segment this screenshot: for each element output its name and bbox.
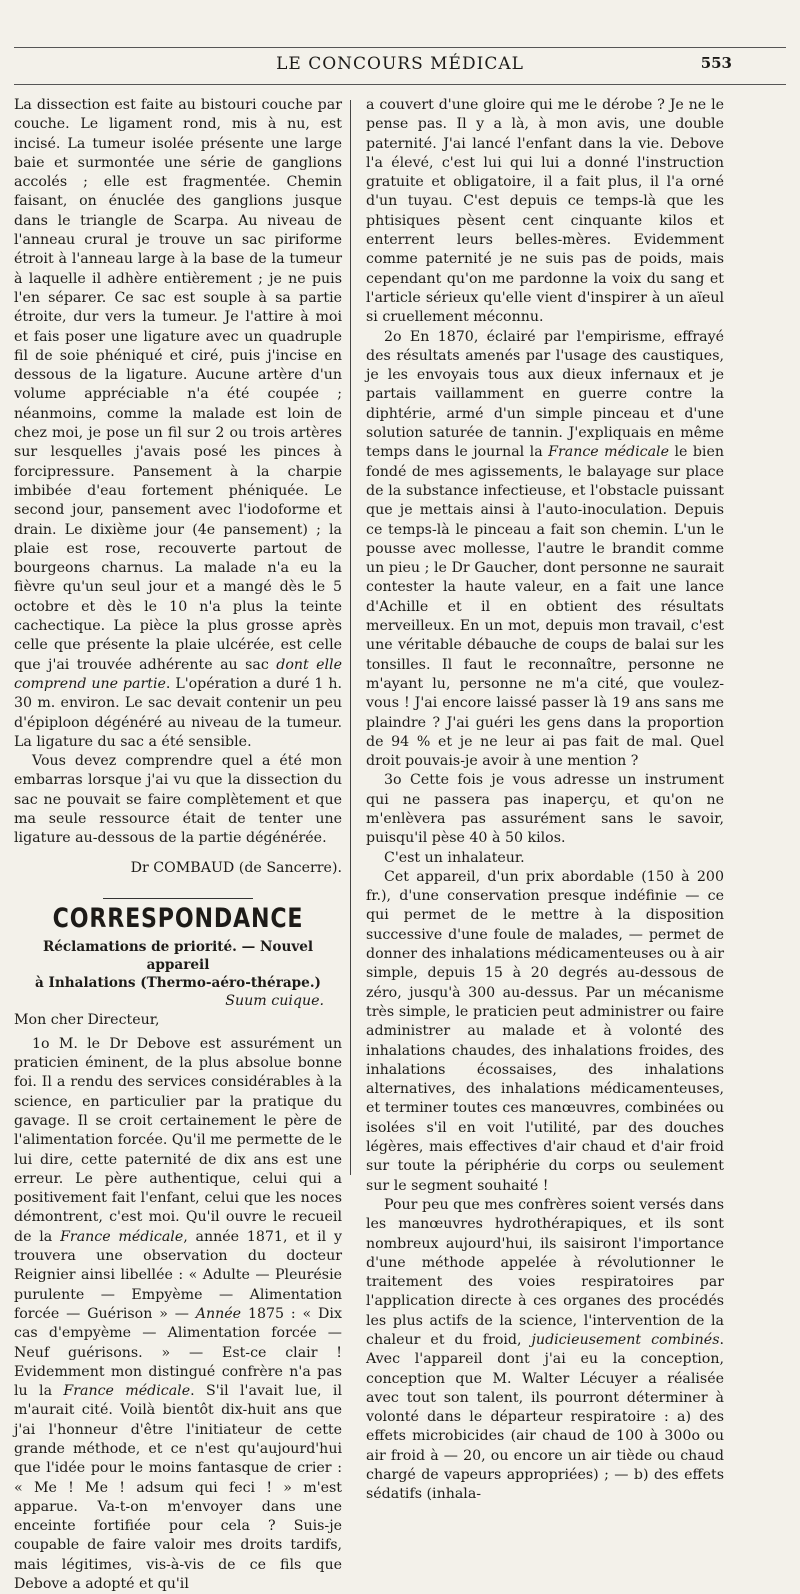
subheading-line-2: à Inhalations (Thermo-aéro-thérape.) [35,975,321,992]
header-rule [14,84,786,85]
right-column [366,96,724,1505]
text-run: le bien fondé de mes agissements, le balayage sur place de la substance infectieuse, et l'obstacle puissant que je mettais ainsi à l'auto-inoculation. Depuis ce temps-là le pinceau a fait son chemin. L'un le pousse avec mollesse, l'autre le brandit comme un pieu ; le Dr Gaucher, dont personne ne saurait contester la haute valeur, en a fait une lance d'Achille et il en obtient des résultats merveilleux. En un mot, depuis mon travail, c'est une véritable débauche de coups de balai sur les tonsilles. Il faut le reconnaître, personne ne m'ayant lu, personne ne m'a cité, que voulez-vous ! J'ai encore laissé passer là 19 ans sans me plaindre ? J'ai guéri les gens dans la proportion de 94 % et je ne leur ai pas fait de mal. Quel droit pouvais-je avoir à une mention ? [366,444,725,770]
section-separator [103,898,253,899]
text-run: . L'opération a duré 1 h. 30 m. environ. Le sac devait contenir un peu d'épiploon dégénéré au niveau de la tumeur. La ligature du sac a été sensible. [14,675,342,750]
text-run: 2o En 1870, éclairé par l'empirisme, effrayé des résultats amenés par l'usage des caustiques, je les envoyais tous aux dieux infernaux et je partais vaillamment en guerre contre la diphtérie, armé d'un simple pinceau et d'une solution saturée de tannin. J'expliquais en même temps dans le journal la [366,328,724,461]
page-number: 553 [700,54,732,72]
text-run: La dissection est faite au bistouri couche par couche. Le ligament rond, mis à nu, est incisé. La tumeur isolée présente une large baie et surmontée une série de ganglions accolés ; elle est fragmentée. Chemin faisant, on énuclée des ganglions jusque dans le triangle de Scarpa. Au niveau de l'anneau crural je trouve un sac piriforme étroit à l'anneau large à la base de la tumeur à laquelle il adhère entièrement ; je ne puis l'en séparer. Ce sac est souple à sa partie étroite, dur vers la tumeur. Je l'attire à moi et fais poser une ligature avec un quadruple fil de soie phéniqué et ciré, puis j'incise en dessous de la ligature. Aucune artère d'un volume appréciable n'a été coupée ; néanmoins, comme la malade est loin de chez moi, je pose un fil sur 2 ou trois artères sur lesquelles j'avais posé les pinces à forcipressure. Pansement à la charpie imbibée d'eau fortement phéniquée. Le second jour, pansement avec l'iodoforme et drain. Le dixième jour (4e pansement) ; la plaie est rose, recouverte partout de bourgeons charnus. La malade n'a eu la fièvre qu'un seul jour et a mangé dès le 5 octobre et dès le 10 n'a plus la teinte cachectique. La pièce la plus grosse après celle que présente la plaie ulcérée, est celle que j'ai trouvée adhérente au sac [14,97,342,673]
text-run: 1o M. le Dr Debove est assurément un praticien éminent, de la plus absolue bonne foi. Il a rendu des services considérables à la science, en particulier par la pratique du gavage. Il se croit certainement le père de l'alimentation forcée. Qu'il me permette de le lui dire, cette paternité de dix ans est une erreur. Le père authentique, celui qui a positivement fait l'enfant, celui que les noces démontrent, c'est moi. Qu'il ouvre le recueil de la [14,1035,342,1245]
section-heading: CORRESPONDANCE [52,902,304,934]
column-divider [350,100,351,1175]
italic-run: France médicale [63,1383,191,1400]
text-run: 1875 : « Dix cas d'empyème — Alimentation forcée — Neuf guérisons. » — Est-ce clair ! Evidemment mon distingué confrère n'a pas lu la [14,1305,342,1400]
salutation: Mon cher Directeur, [14,1012,160,1029]
text-run: . S'il l'avait lue, il m'aurait cité. Voilà bientôt dix-huit ans que j'ai l'honneur d'être l'initiateur de cette grande méthode, et ce n'est qu'aujourd'hui que l'idée pour le moins fantasque de crier : « Me ! Me ! adsum qui feci ! » m'est apparue. Va-t-on m'envoyer dans une enceinte fortifiée pour cela ? Suis-je coupable de faire valoir mes droits tardifs, mais légitimes, vis-à-vis de ce fils que Debove a adopté et qu'il [14,1383,342,1593]
italic-run: Année [195,1305,242,1322]
instrument-paragraph: 3o Cette fois je vous adresse un instrument qui ne passera pas inaperçu, et qu'on ne m'enlèvera pas assurément sans le savoir, puisqu'il pèse 40 à 50 kilos. [366,772,724,847]
italic-run: dont elle comprend une partie [14,656,342,692]
journal-title: LE CONCOURS MÉDICAL [276,54,524,74]
paternity-paragraph: a couvert d'une gloire qui me le dérobe ? Je ne le pense pas. Il y a là, à mon avis, une double paternité. J'ai lancé l'enfant dans la vie. Debove l'a élevé, c'est lui qui lui a donné l'instruction gratuite et obligatoire, il a fait plus, il l'a orné d'un tuyau. C'est depuis ce temps-là que les phtisiques pèsent cent cinquante kilos et enterrent leurs belles-mères. Evidemment comme paternité je ne suis pas de poids, mais cependant qu'on me pardonne la voix du sang et l'article sérieux qu'elle vient d'inspirer à un aïeul si cruellement méconnu. [366,97,724,326]
subheading-line-1: Réclamations de priorité. — Nouvel appareil [42,939,314,974]
motto: Suum cuique. [225,993,324,1010]
italic-run: judicieusement combinés [531,1332,720,1348]
method-paragraph [366,1196,724,1505]
debove-paragraph [14,1035,342,1594]
embarrass-paragraph: Vous devez comprendre quel a été mon embarras lorsque j'ai vu que la dissection du sac ne pouvait se faire complètement et que ma seule ressource était de tenter une ligature au-dessous de la partie dégénérée. [14,753,342,847]
page-header [0,46,800,78]
text-run: , année 1871, et il y trouvera une observation du docteur Reignier ainsi libellée : « Adulte — Pleurésie purulente — Empyème — Alimentation forcée — Guérison » — [14,1228,343,1322]
text-run: . Avec l'appareil dont j'ai eu la conception, conception que M. Walter Lécuyer a réalisée avec tout son talent, ils pourront déterminer à volonté dans le départeur respiratoire : a) des effets microbicides (air chaud de 100 à 300o ou air froid à — 20, ou encore un air tiède ou chaud chargé de vapeurs appropriées) ; — b) des effets sédatifs (inhala- [366,1332,724,1503]
surgery-paragraph [14,96,342,752]
text-run: Pour peu que mes confrères soient versés dans les manœuvres hydrothérapiques, et ils sont nombreux aujourd'hui, ils saisiront l'importance d'une méthode appelée à révolutionner le traitement des voies respiratoires par l'application directe à ces organes des procédés les plus actifs de la science, l'intervention de la chaleur et du froid, [366,1196,724,1348]
italic-run: France médicale [60,1228,184,1245]
signature: Dr COMBAUD (de Sancerre). [130,859,342,876]
italic-run: France médicale [548,444,669,461]
left-column [14,96,342,1594]
inhalator-line: C'est un inhalateur. [384,849,525,866]
diphtheria-paragraph [366,328,724,772]
apparatus-paragraph: Cet appareil, d'un prix abordable (150 à 200 fr.), d'une conservation presque indéfinie — ce qui permet de le mettre à la disposition successive d'une foule de malades, — permet de donner des inhalations médicamenteuses ou à air simple, depuis 15 à 20 degrés au-dessous de zéro, jusqu'à 300 au-dessus. Par un mécanisme très simple, le praticien peut administrer ou faire administrer au malade et à volonté des inhalations chaudes, des inhalations froides, des inhalations écossaises, des inhalations alternatives, des inhalations médicamenteuses, et terminer toutes ces manœuvres, combinées ou isolées s'il en voit l'utilité, par des douches légères, mais effectives d'air chaud et d'air froid sur toute la périphérie du corps ou seulement sur le segment souhaité ! [366,868,724,1194]
